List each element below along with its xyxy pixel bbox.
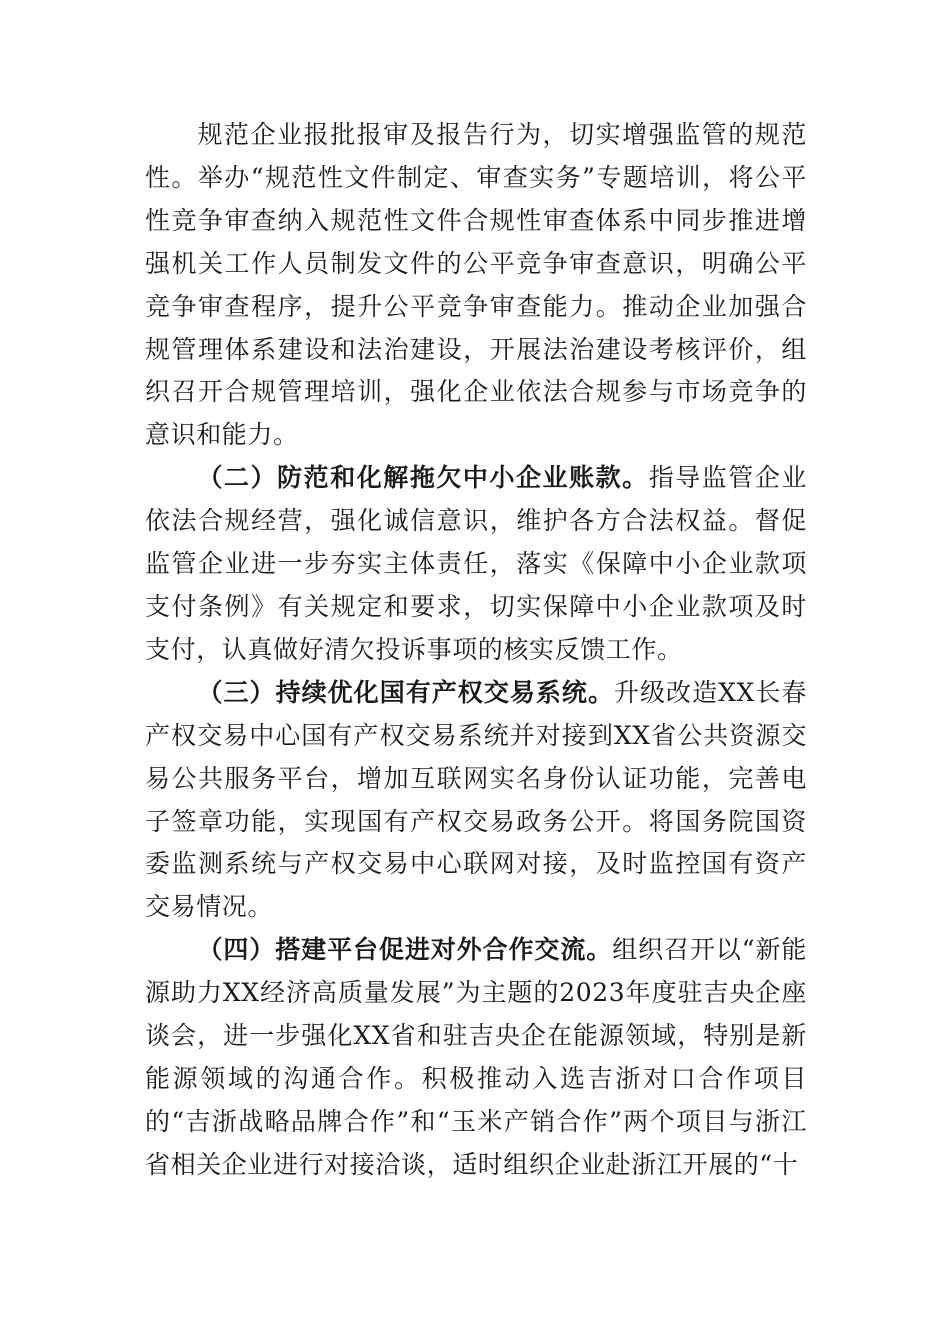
paragraph-2-text: 指导监管企业依法合规经营，强化诚信意识，维护各方合法权益。督促监管企业进一步夯实主体责任，落实《保障中小企业款项支付条例》有关规定和要求，切实保障中小企业款项及时支付，认真做好清欠投诉事项的核实反馈工作。	[145, 463, 807, 664]
paragraph-4-heading: （四）搭建平台促进对外合作交流。	[197, 935, 613, 965]
paragraph-3-text: 升级改造XX长春产权交易中心国有产权交易系统并对接到XX省公共资源交易公共服务平台，增加互联网实名身份认证功能，完善电子签章功能，实现国有产权交易政务公开。将国务院国资委监测系统与产权交易中心联网对接，及时监控国有资产交易情况。	[145, 677, 807, 922]
paragraph-2-heading: （二）防范和化解拖欠中小企业账款。	[197, 463, 649, 493]
paragraph-3	[145, 672, 807, 929]
paragraph-4	[145, 929, 807, 1186]
paragraph-4-text: 组织召开以“新能源助力XX经济高质量发展”为主题的2023年度驻吉央企座谈会，进一步强化XX省和驻吉央企在能源领域，特别是新能源领域的沟通合作。积极推动入选吉浙对口合作项目的“吉浙战略品牌合作”和“玉米产销合作”两个项目与浙江省相关企业进行对接洽谈，适时组织企业赴浙江开展的“十	[145, 935, 807, 1179]
paragraph-3-heading: （三）持续优化国有产权交易系统。	[197, 677, 614, 707]
paragraph-1-text: 规范企业报批报审及报告行为，切实增强监管的规范性。举办“规范性文件制定、审查实务”专题培训，将公平性竞争审查纳入规范性文件合规性审查体系中同步推进增强机关工作人员制发文件的公平竞争审查意识，明确公平竞争审查程序，提升公平竞争审查能力。推动企业加强合规管理体系建设和法治建设，开展法治建设考核评价，组织召开合规管理培训，强化企业依法合规参与市场竞争的意识和能力。	[145, 120, 807, 450]
paragraph-2	[145, 457, 807, 672]
paragraph-1	[145, 114, 807, 457]
document-body	[145, 114, 807, 1187]
